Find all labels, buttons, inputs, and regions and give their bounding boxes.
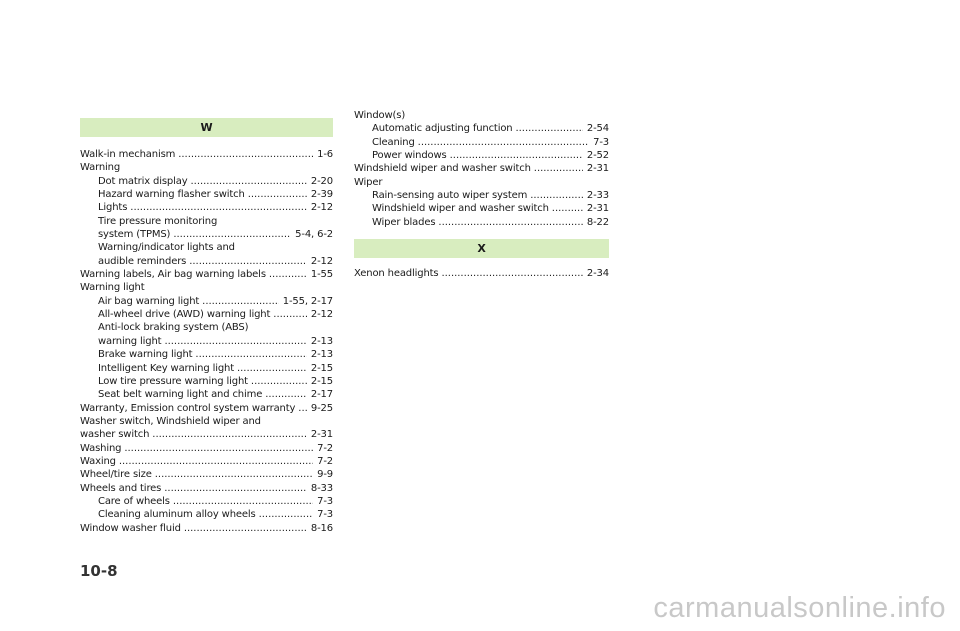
index-entry [80,375,333,388]
index-entry-label: Waxing [80,455,116,467]
index-entry-label: Wiper blades [372,216,436,228]
index-entry-label: Window washer fluid [80,522,181,534]
dot-leader [152,428,307,441]
index-entry [354,109,609,122]
index-entry-page: 1-55 [310,269,333,281]
index-entry [354,149,609,162]
index-entry [354,136,609,149]
index-entry-page: 7-2 [317,442,333,454]
index-entry-label: Wheels and tires [80,482,162,494]
index-entry-page: 7-2 [317,455,333,467]
dot-leader [441,267,582,280]
index-entry [80,308,333,321]
index-entry-page: 7-3 [593,136,609,148]
index-entry-page: 9-9 [317,469,333,481]
index-entry [80,482,333,495]
index-entry-page: 9-25 [310,402,333,414]
index-entry-label: Warranty, Emission control system warranty [80,402,296,414]
index-entry-label: Walk-in mechanism [80,149,176,160]
index-entry [80,228,333,241]
index-entry-label: Cleaning [372,136,415,148]
index-entry [354,202,609,215]
index-entry-page: 2-52 [586,150,609,162]
index-entry-page: 2-12 [310,202,333,214]
index-entry-page: 7-3 [317,495,333,507]
index-entry-label: Intelligent Key warning light [98,362,234,374]
dot-leader [184,522,307,535]
index-entry-page: 2-39 [310,189,333,201]
index-entry-label: Seat belt warning light and chime [98,389,263,401]
index-entry-list [354,267,609,280]
index-entry [80,468,333,481]
index-entry [80,188,333,201]
index-entry-page: 2-20 [310,175,333,187]
dot-leader [273,308,307,321]
index-entry-page: 2-12 [310,309,333,321]
watermark-text: carmanualsonline.info [653,592,946,624]
index-entry-label: Cleaning aluminum alloy wheels [98,509,256,521]
dot-leader [418,136,589,149]
index-entry-label: warning light [98,335,162,347]
index-entry-label: Automatic adjusting function [372,123,513,135]
index-entry-page: 2-34 [586,268,609,280]
dot-leader [534,162,583,175]
index-entry-label: All-wheel drive (AWD) warning light [98,309,271,321]
index-entry-label: Windshield wiper and washer switch [354,163,531,175]
index-entry-label: Window(s) [354,110,406,121]
index-entry-label: Washing [80,442,122,454]
index-entry-page: 2-31 [586,163,609,175]
index-entry-page: 2-13 [310,335,333,347]
index-entry-label: Power windows [372,150,447,162]
index-entry-label: audible reminders [98,255,187,267]
index-entry [80,495,333,508]
index-entry-page: 1-55, 2-17 [282,295,333,307]
index-entry-list [354,109,609,229]
dot-leader [259,508,314,521]
index-entry-label: Warning labels, Air bag warning labels [80,269,266,281]
index-entry [354,267,609,280]
dot-leader [173,228,291,241]
index-entry [80,215,333,228]
index-entry [354,176,609,189]
index-entry [80,508,333,521]
index-entry [80,295,333,308]
index-entry-label: Lights [98,202,128,214]
index-entry [80,161,333,174]
dot-leader [530,189,583,202]
section-letter-label: W [200,120,213,134]
dot-leader [248,188,307,201]
section-letter-w [80,118,333,137]
dot-leader [251,375,307,388]
index-entry-label: Warning [80,162,121,174]
index-entry-list [80,148,333,535]
index-entry-page: 5-4, 6-2 [295,229,333,241]
index-entry-label: Dot matrix display [98,175,188,187]
index-entry-page: 2-13 [310,349,333,361]
index-entry [80,175,333,188]
index-entry-page: 2-12 [310,255,333,267]
dot-leader [189,255,307,268]
dot-leader [173,495,313,508]
dot-leader [515,122,582,135]
index-entry [80,388,333,401]
index-entry [80,321,333,334]
section-letter-label: X [477,241,486,255]
index-entry-label: Low tire pressure warning light [98,375,248,387]
index-entry-label: Wheel/tire size [80,469,152,481]
index-entry [80,402,333,415]
index-entry [80,255,333,268]
dot-leader [298,402,307,415]
index-entry-label: Xenon headlights [354,268,439,280]
index-entry [80,241,333,254]
dot-leader [202,295,279,308]
dot-leader [237,362,307,375]
dot-leader [130,201,307,214]
index-entry-label: Hazard warning flasher switch [98,189,245,201]
index-entry-page: 7-3 [317,509,333,521]
index-entry-label: Wiper [354,176,383,188]
index-entry-label: Tire pressure monitoring [98,215,218,227]
dot-leader [155,468,313,481]
index-entry-label: Warning/indicator lights and [98,242,235,254]
index-entry [80,148,333,161]
index-entry-label: Anti-lock braking system (ABS) [98,322,249,334]
index-entry [80,428,333,441]
index-entry [80,268,333,281]
dot-leader [438,216,582,229]
index-entry-label: Air bag warning light [98,295,200,307]
index-column-right [354,109,609,280]
index-entry [80,455,333,468]
page-number: 10-8 [80,562,118,580]
index-entry [80,522,333,535]
index-entry [354,162,609,175]
index-entry [80,201,333,214]
index-entry [80,348,333,361]
index-entry-label: Rain-sensing auto wiper system [372,190,528,202]
index-entry-page: 2-31 [310,429,333,441]
index-entry [80,362,333,375]
index-entry-page: 2-15 [310,375,333,387]
dot-leader [265,388,307,401]
index-entry-label: Washer switch, Windshield wiper and [80,415,261,427]
index-entry-page: 2-17 [310,389,333,401]
index-entry-label: Warning light [80,282,145,294]
index-entry-page: 2-31 [586,203,609,215]
dot-leader [195,348,306,361]
index-column-left [80,118,333,535]
index-entry-page: 8-22 [586,216,609,228]
dot-leader [552,202,583,215]
index-entry [354,216,609,229]
index-entry-page: 8-33 [310,482,333,494]
index-entry [80,281,333,294]
index-entry-page: 2-33 [586,190,609,202]
dot-leader [164,482,307,495]
index-entry-label: washer switch [80,429,150,441]
index-entry [354,122,609,135]
index-entry [80,335,333,348]
index-entry-page: 1-6 [317,149,333,160]
index-entry-label: Care of wheels [98,495,170,507]
index-entry [80,442,333,455]
dot-leader [269,268,307,281]
index-entry-label: system (TPMS) [98,229,171,241]
dot-leader [119,455,313,468]
index-entry-page: 8-16 [310,522,333,534]
dot-leader [191,175,307,188]
index-entry [80,415,333,428]
dot-leader [178,148,313,161]
index-entry-page: 2-54 [586,123,609,135]
dot-leader [124,442,313,455]
dot-leader [450,149,583,162]
section-letter-x [354,239,609,258]
index-entry-page: 2-15 [310,362,333,374]
index-entry-label: Brake warning light [98,349,193,361]
index-entry [354,189,609,202]
dot-leader [164,335,306,348]
index-entry-label: Windshield wiper and washer switch [372,203,549,215]
